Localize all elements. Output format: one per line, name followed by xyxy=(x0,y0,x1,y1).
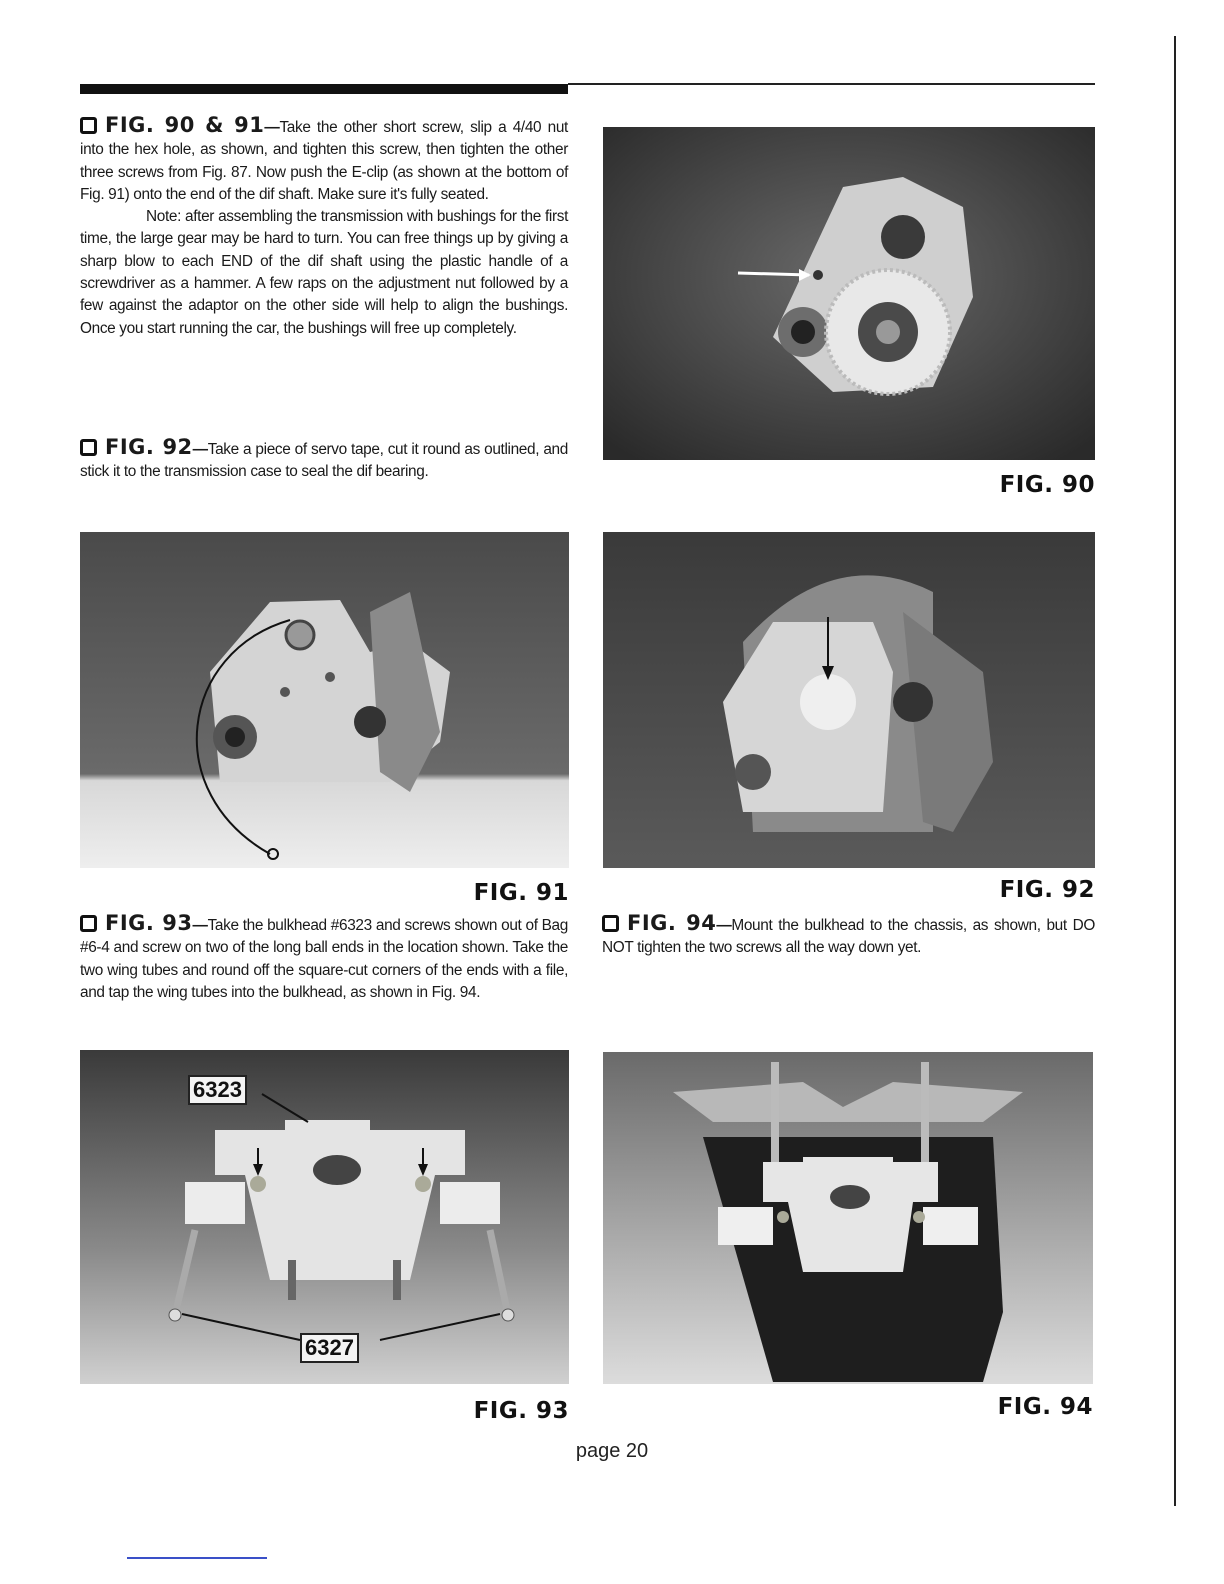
instruction-paragraph xyxy=(80,912,568,1004)
figure-92-photo xyxy=(603,532,1095,868)
header-rule-thick xyxy=(80,84,568,94)
figure-90-photo xyxy=(603,127,1095,460)
figure-reference: FIG. 93 xyxy=(105,911,193,935)
dash: — xyxy=(716,917,732,934)
checkbox-icon[interactable] xyxy=(602,915,619,932)
instruction-paragraph xyxy=(80,114,568,206)
note-paragraph: Note: after assembling the transmission with bushings for the first time, the large gear may be hard to turn. You can free things up by giving a sharp blow to each END of the dif shaft using the plastic handle of a screwdriver as a hammer. A few raps on the adjustment nut followed by a few against the adaptor on the other side will help to align the bushings. Once you start running the car, the bushings will free up completely. xyxy=(80,208,568,337)
instruction-text: Take the other short screw, slip a 4/40 nut into the hex hole, as shown, and tighten this screw, then tighten the other three screws from Fig. 87. Now push the E-clip (as shown at the bottom of Fig. 91) onto the end of the dif shaft. Make sure it's fully seated. xyxy=(80,119,568,203)
figure-reference: FIG. 92 xyxy=(105,435,193,459)
section-fig-90-91 xyxy=(80,114,568,340)
bottom-link-line xyxy=(127,1557,267,1559)
instruction-paragraph xyxy=(602,912,1095,960)
header-rule-thin xyxy=(568,83,1095,85)
instruction-text: Mount the bulkhead to the chassis, as shown, but DO NOT tighten the two screws all the way down yet. xyxy=(602,917,1095,957)
checkbox-icon[interactable] xyxy=(80,439,97,456)
instruction-text: Take a piece of servo tape, cut it round as outlined, and stick it to the transmission case to seal the dif bearing. xyxy=(80,441,568,481)
section-fig-93 xyxy=(80,912,568,1004)
section-fig-94 xyxy=(602,912,1095,960)
figure-91-caption: FIG. 91 xyxy=(473,880,569,906)
checkbox-icon[interactable] xyxy=(80,915,97,932)
dash: — xyxy=(192,441,208,458)
page-number: page 20 xyxy=(575,1440,649,1462)
instruction-text: Take the bulkhead #6323 and screws shown out of Bag #6-4 and screw on two of the long ball ends in the location shown. Take the two wing tubes and round off the square-cut corners of the ends with a file, and tap the wing tubes into the bulkhead, as shown in Fig. 94. xyxy=(80,917,568,1001)
figure-94-photo xyxy=(603,1052,1093,1384)
dash: — xyxy=(264,119,280,136)
figure-91-photo xyxy=(80,532,569,868)
figure-93-photo xyxy=(80,1050,569,1384)
figure-93-caption: FIG. 93 xyxy=(473,1398,569,1424)
figure-reference: FIG. 90 & 91 xyxy=(105,113,265,137)
section-fig-92 xyxy=(80,436,568,484)
binding-line xyxy=(1174,36,1176,1506)
figure-reference: FIG. 94 xyxy=(627,911,717,935)
figure-92-caption: FIG. 92 xyxy=(999,877,1095,903)
figure-90-caption: FIG. 90 xyxy=(999,472,1095,498)
dash: — xyxy=(192,917,208,934)
figure-94-caption: FIG. 94 xyxy=(997,1394,1093,1420)
checkbox-icon[interactable] xyxy=(80,117,97,134)
part-label-6327: 6327 xyxy=(300,1333,359,1363)
part-label-6323: 6323 xyxy=(188,1075,247,1105)
instruction-paragraph xyxy=(80,436,568,484)
